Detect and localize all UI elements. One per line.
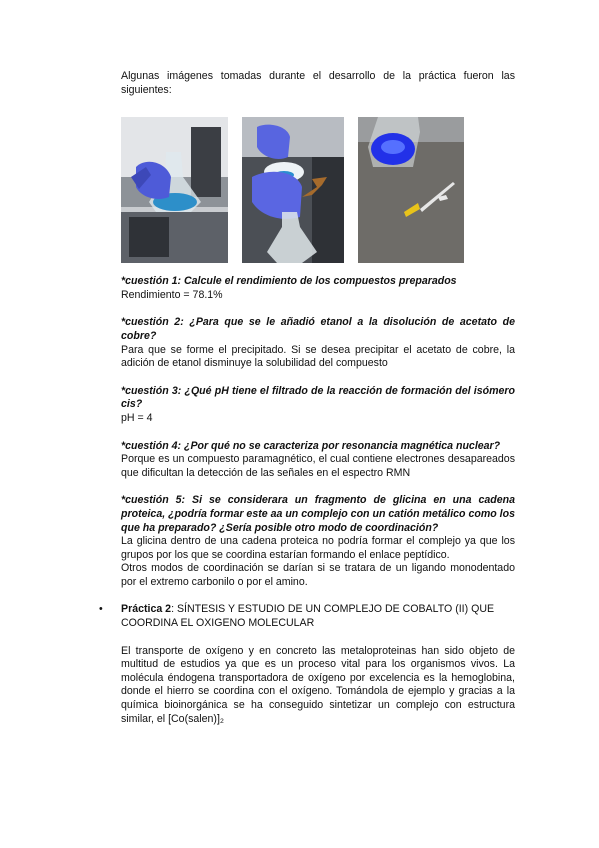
intro-text: Algunas imágenes tomadas durante el desarrollo de la práctica fueron las siguientes: — [121, 70, 515, 96]
bullet-icon: • — [99, 603, 103, 616]
question-5 — [121, 494, 515, 589]
document-page — [99, 70, 515, 726]
question-5-answer-2: Otros modos de coordinación se darían si se tratara de un ligando monodentado por el extremo carbonilo o por el amino. — [121, 562, 515, 588]
photo-row — [121, 117, 515, 263]
practice-label: Práctica 2 — [121, 603, 172, 616]
photo-blue-solution-ph-paper — [358, 117, 464, 263]
question-1 — [121, 275, 515, 302]
practice-title-text: : SÍNTESIS Y ESTUDIO DE UN COMPLEJO DE COBALTO (II) QUE COORDINA EL OXIGENO MOLECULAR — [121, 603, 495, 630]
question-4 — [121, 440, 515, 481]
question-3-answer: pH = 4 — [121, 411, 153, 424]
question-3-title: *cuestión 3: ¿Qué pH tiene el filtrado de la reacción de formación del isómero cis? — [121, 384, 515, 411]
question-2-answer: Para que se forme el precipitado. Si se desea precipitar el acetato de cobre, la adición de etanol disminuye la solubilidad del compuesto — [121, 343, 515, 370]
question-2-title: *cuestión 2: ¿Para que se le añadió etanol a la disolución de acetato de cobre? — [121, 316, 515, 342]
question-5-title: *cuestión 5: Si se considerara un fragmento de glicina en una cadena proteica, ¿podría formar este aa un complejo con un catión metálico como los que ha preparado? ¿Sería posible otro modo de coordinación? — [121, 494, 515, 534]
question-1-title: *cuestión 1: Calcule el rendimiento de los compuestos preparados — [121, 275, 457, 288]
question-4-answer: Porque es un compuesto paramagnético, el cual contiene electrones desapareados que dificultan la detección de las señales en el espectro RMN — [121, 453, 515, 479]
body-paragraph: El transporte de oxígeno y en concreto las metaloproteinas han sido objeto de multitud de estudios ya que es un proceso vital para los organismos vivos. La molécula éndogena transportadora de oxígeno por excelencia es la hemoglobina, donde el hierro se coordina con el oxígeno. Tomándola de ejemplo y gracias a la química bioinorgánica se ha conseguido sintetizar un complejo con estructura similar, el [Co(salen)]₂ — [121, 644, 515, 725]
photo-flask-blue-crystals — [121, 117, 228, 263]
question-4-title: *cuestión 4: ¿Por qué no se caracteriza por resonancia magnética nuclear? — [121, 439, 501, 452]
photo-pouring-solid — [242, 117, 344, 263]
question-1-answer: Rendimiento = 78.1% — [121, 288, 223, 301]
practice-title — [121, 603, 515, 630]
practice-heading — [99, 603, 515, 630]
question-2 — [121, 316, 515, 370]
question-3 — [121, 385, 515, 426]
question-5-answer-1: La glicina dentro de una cadena proteica no podría formar el complejo ya que los grupos por los que se coordina estarían formando el enlace peptídico. — [121, 535, 515, 561]
